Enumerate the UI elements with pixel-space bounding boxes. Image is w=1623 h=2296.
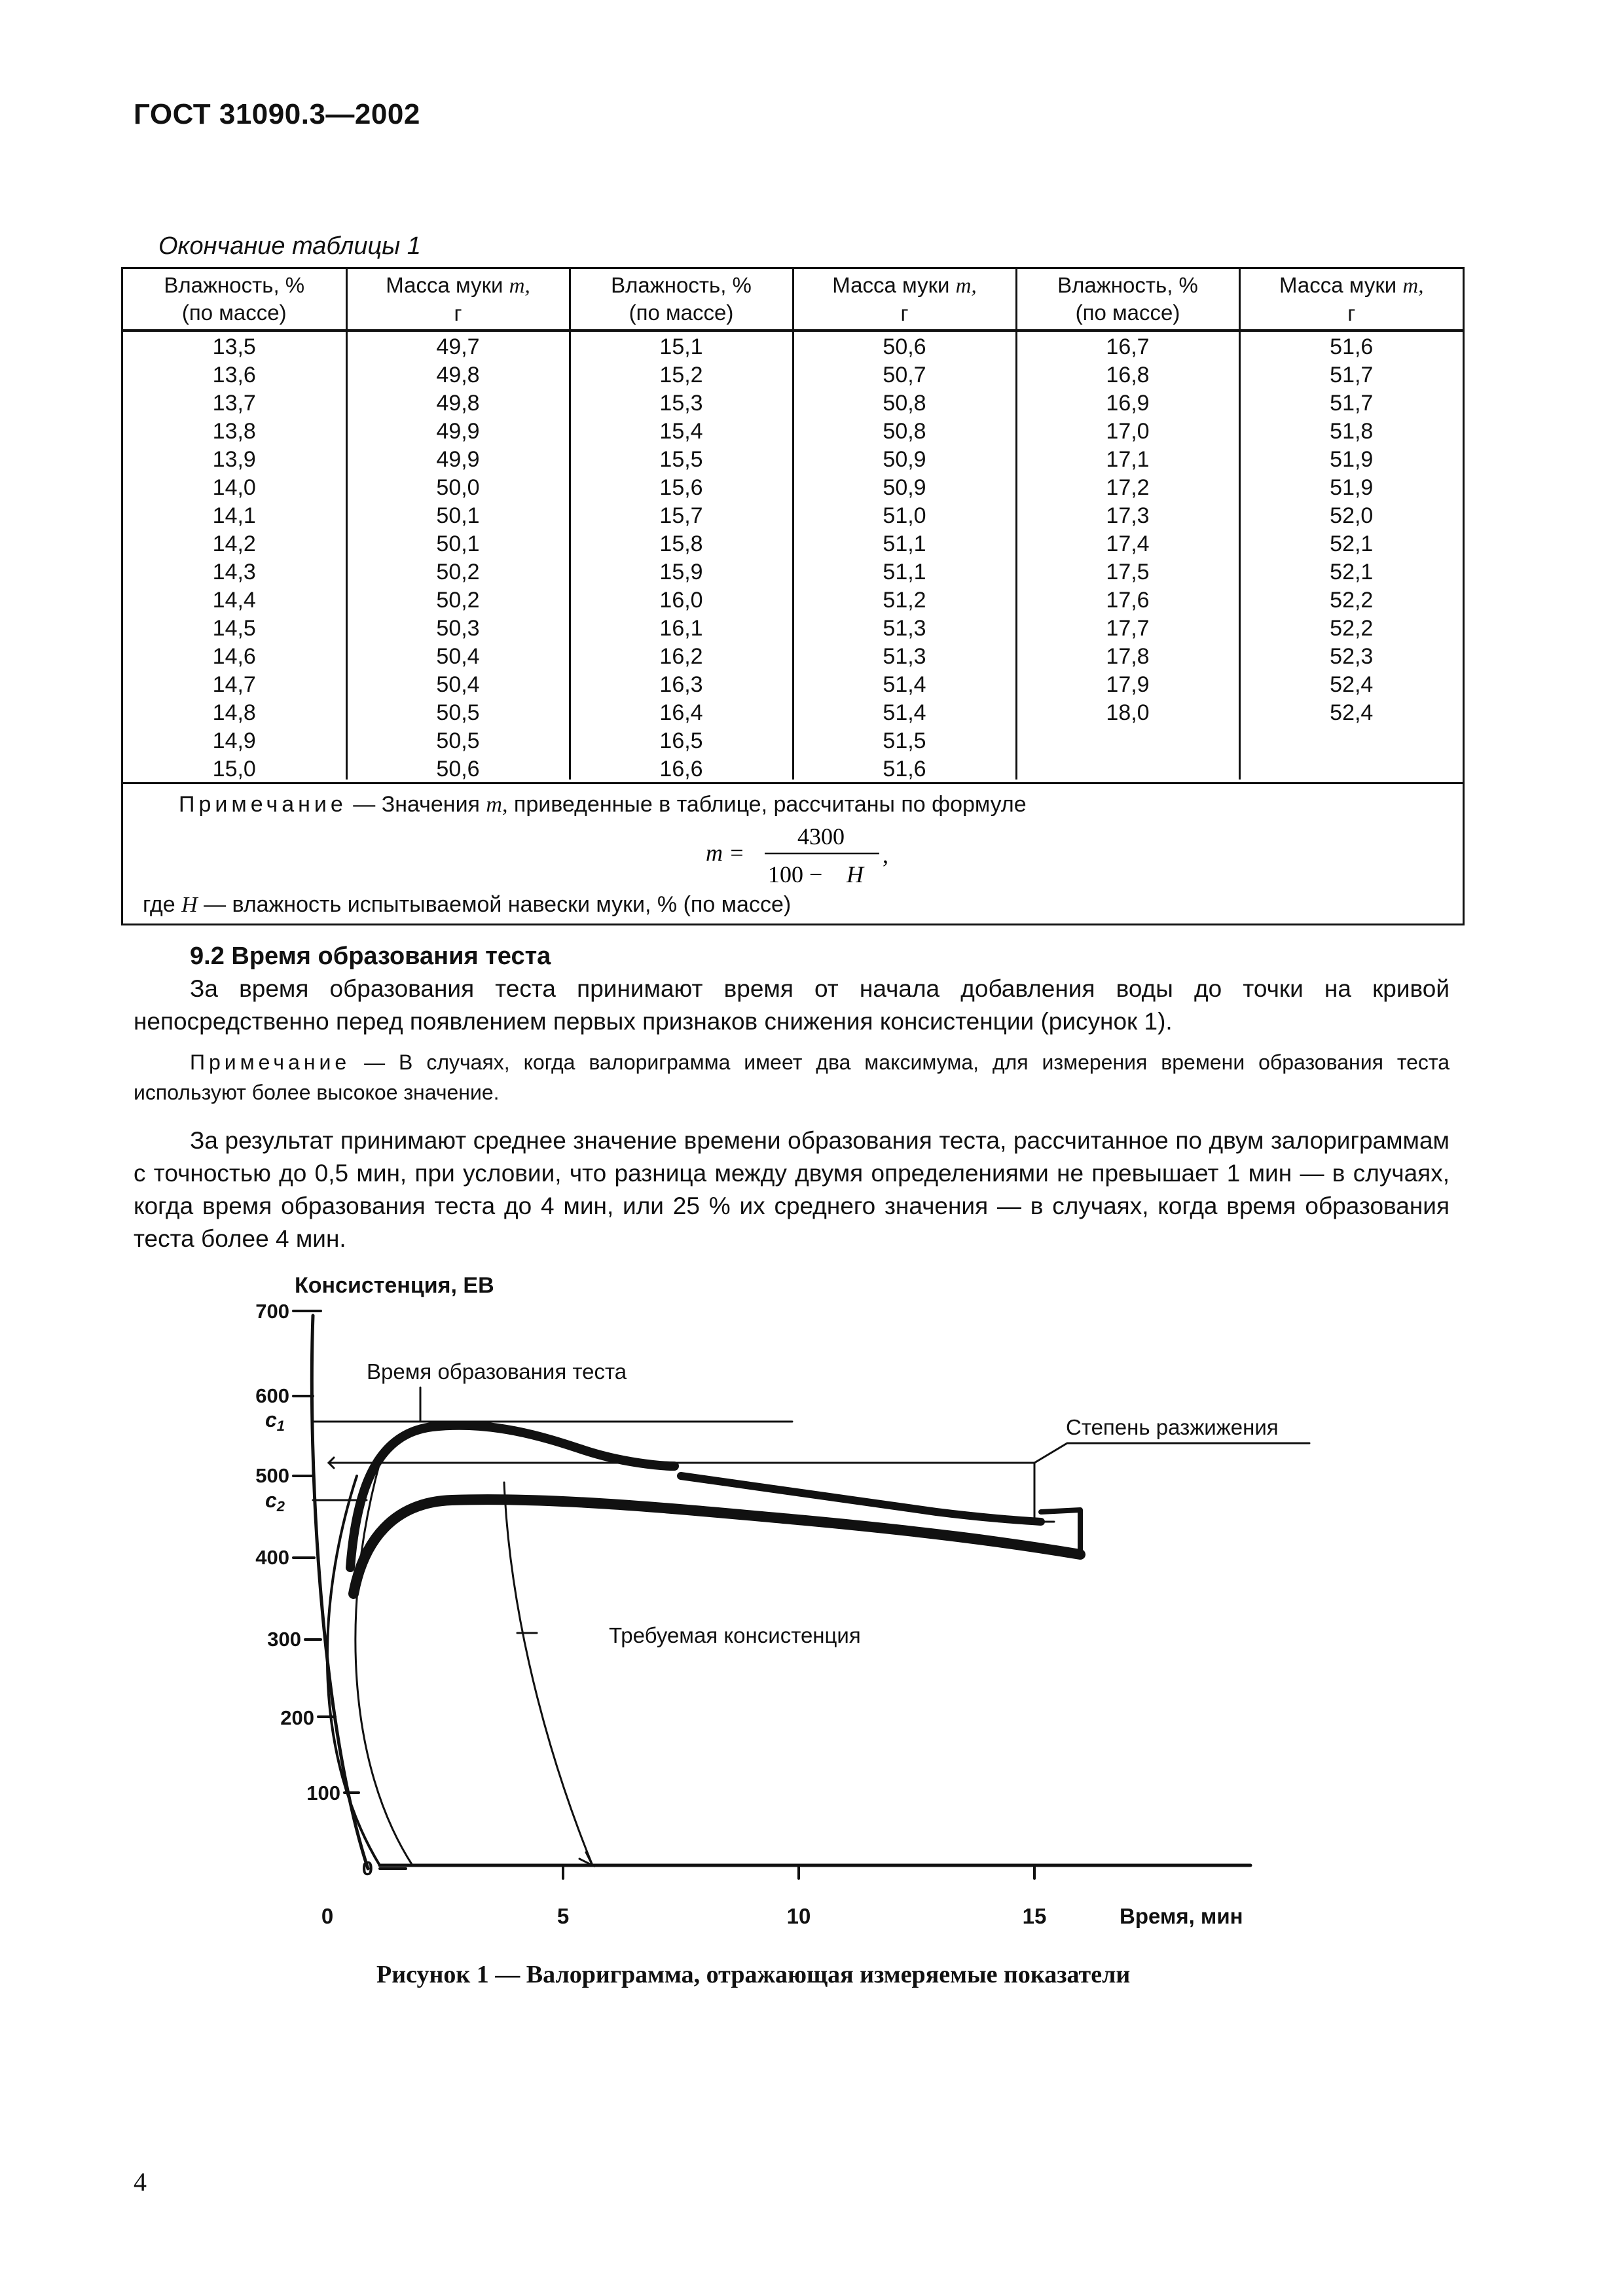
table-cell: 14,2 — [212, 531, 256, 556]
table-cell: 52,1 — [1330, 560, 1374, 584]
formula-numerator: 4300 — [797, 823, 845, 850]
table-cell: 50,3 — [436, 616, 480, 641]
header-mass-1 — [793, 269, 1016, 331]
header-moisture-1 — [570, 269, 793, 331]
note2-label: Примечание — [190, 1050, 351, 1074]
table-cell: 51,0 — [883, 503, 926, 528]
x-tick-0: 0 — [321, 1904, 334, 1928]
table-cell: 17,7 — [1106, 616, 1150, 641]
header-mass-label — [348, 272, 569, 300]
table-cell: 14,7 — [212, 672, 256, 697]
table-cell: 16,2 — [659, 644, 703, 669]
table-cell: 50,2 — [436, 588, 480, 613]
table-cell: 51,6 — [1330, 334, 1374, 359]
header-mass-var: m, — [509, 274, 530, 298]
table-cell: 51,7 — [1330, 363, 1374, 387]
table-cell: 15,1 — [659, 334, 703, 359]
table-cell: 52,2 — [1330, 616, 1374, 641]
header-mass-text: Масса муки — [386, 272, 503, 297]
header-mass-label — [1241, 272, 1463, 300]
table-cell: 16,4 — [659, 700, 703, 725]
table-cell: 49,8 — [436, 363, 480, 387]
c2-label — [265, 1488, 285, 1515]
table-cell: 51,1 — [883, 560, 926, 584]
table-cell: 13,6 — [212, 363, 256, 387]
table-cell: 16,0 — [659, 588, 703, 613]
table-cell: 15,2 — [659, 363, 703, 387]
table-cell: 51,1 — [883, 531, 926, 556]
x-axis-title: Время, мин — [1120, 1904, 1243, 1928]
required-consistency-curve-3 — [504, 1482, 593, 1865]
header-mass-unit: г — [900, 300, 909, 325]
header-moisture-label: Влажность, % — [611, 273, 752, 297]
formula-explanation — [143, 892, 791, 918]
x-tick-5: 5 — [556, 1904, 570, 1928]
header-moisture-sub: (по массе) — [629, 300, 734, 325]
column-moisture-2 — [1016, 331, 1239, 780]
table-cell: 50,4 — [436, 644, 480, 669]
table-cell: 51,2 — [883, 588, 926, 613]
table-cell: 51,6 — [883, 757, 926, 781]
table-cell: 17,2 — [1106, 475, 1150, 500]
table-cell: 51,8 — [1330, 419, 1374, 444]
table-cell: 50,1 — [436, 531, 480, 556]
table-cell: 50,8 — [883, 419, 926, 444]
table-cell: 52,4 — [1330, 700, 1374, 725]
c2-letter: c — [265, 1488, 277, 1512]
table-cell: 17,8 — [1106, 644, 1150, 669]
table-cell: 52,4 — [1330, 672, 1374, 697]
note-double-maximum — [134, 1047, 1450, 1107]
table-cell: 16,8 — [1106, 363, 1150, 387]
y-tick-300: 300 — [267, 1628, 301, 1651]
header-mass-var: m, — [1402, 274, 1424, 298]
table-cell: 51,9 — [1330, 447, 1374, 472]
table-grid — [123, 269, 1463, 780]
table-cell: 15,7 — [659, 503, 703, 528]
header-moisture-sub: (по массе) — [1075, 300, 1180, 325]
y-tick-0: 0 — [361, 1857, 373, 1880]
table-cell: 15,4 — [659, 419, 703, 444]
table-cell: 52,2 — [1330, 588, 1374, 613]
y-tick-200: 200 — [280, 1706, 314, 1729]
document-header: ГОСТ 31090.3—2002 — [134, 98, 420, 130]
y-tick-600: 600 — [255, 1384, 289, 1407]
table-cell: 51,4 — [883, 700, 926, 725]
table-cell: 13,7 — [212, 391, 256, 416]
table-cell: 49,9 — [436, 447, 480, 472]
page-number: 4 — [134, 2167, 147, 2197]
softening-leader-line — [1034, 1443, 1309, 1463]
table-cell: 50,7 — [883, 363, 926, 387]
table-note-text — [179, 792, 1027, 817]
table-cell: 16,6 — [659, 757, 703, 781]
table-cell: 49,8 — [436, 391, 480, 416]
x-tick-15: 15 — [1022, 1904, 1047, 1928]
header-moisture-sub: (по массе) — [181, 300, 287, 325]
label-required-consistency: Требуемая консистенция — [609, 1623, 861, 1647]
header-mass-2 — [1239, 269, 1463, 331]
y-tick-100: 100 — [306, 1782, 340, 1804]
column-mass-0 — [346, 331, 570, 780]
table-cell: 50,6 — [436, 757, 480, 781]
note-text: — Значения — [346, 792, 486, 817]
valorigram-svg — [216, 1266, 1329, 1947]
table-cell: 15,0 — [212, 757, 256, 781]
where-var: H — [181, 893, 198, 917]
table-cell: 15,6 — [659, 475, 703, 500]
column-mass-1 — [793, 331, 1016, 780]
header-moisture-label: Влажность, % — [1057, 273, 1198, 297]
table-cell: 50,5 — [436, 728, 480, 753]
table-cell: 17,6 — [1106, 588, 1150, 613]
table-cell: 52,3 — [1330, 644, 1374, 669]
paragraph-result: За результат принимают среднее значение времени образования теста, рассчитанное по двум залориграммам с точностью до 0,5 мин, при условии, что разница между двумя определениями не превышает 1 мин — в случаях, когда время образования теста до 4 мин, или 25 % их среднего значения — в случаях, когда время образования теста более 4 мин. — [134, 1127, 1450, 1252]
header-mass-label — [794, 272, 1015, 300]
paragraph-dev-time: За время образования теста принимают время от начала добавления воды до точки на кривой непосредственно перед появлением первых признаков снижения консистенции (рисунок 1). — [134, 975, 1450, 1035]
header-mass-text: Масса муки — [832, 272, 950, 297]
table-note — [123, 782, 1463, 925]
table-cell: 16,1 — [659, 616, 703, 641]
column-moisture-1 — [570, 331, 793, 780]
table-cell: 15,8 — [659, 531, 703, 556]
note-label: Примечание — [179, 792, 347, 817]
table-cell: 50,4 — [436, 672, 480, 697]
table-caption: Окончание таблицы 1 — [158, 232, 421, 260]
column-moisture-0 — [123, 331, 346, 780]
table-cell: 49,7 — [436, 334, 480, 359]
table-cell: 50,5 — [436, 700, 480, 725]
table-cell: 51,7 — [1330, 391, 1374, 416]
header-moisture-0 — [123, 269, 346, 331]
table-cell: 50,6 — [883, 334, 926, 359]
table-cell: 50,9 — [883, 475, 926, 500]
header-mass-0 — [346, 269, 570, 331]
header-mass-unit: г — [1347, 300, 1356, 325]
c1-letter: c — [265, 1408, 277, 1431]
table-cell: 50,2 — [436, 560, 480, 584]
formula-comma: , — [883, 842, 888, 868]
table-cell: 14,1 — [212, 503, 256, 528]
table-cell: 15,3 — [659, 391, 703, 416]
table-cell: 17,0 — [1106, 419, 1150, 444]
table-cell: 14,8 — [212, 700, 256, 725]
y-tick-700: 700 — [255, 1300, 289, 1323]
table-cell: 49,9 — [436, 419, 480, 444]
table-body-row — [123, 331, 1463, 780]
table-cell: 13,8 — [212, 419, 256, 444]
header-moisture-label: Влажность, % — [164, 273, 305, 297]
note2-text: — В случаях, когда валориграмма имеет два максимума, для измерения времени образования теста используют более высокое значение. — [134, 1050, 1450, 1104]
table-cell: 17,9 — [1106, 672, 1150, 697]
y-tick-500: 500 — [255, 1464, 289, 1487]
header-mass-unit: г — [454, 300, 462, 325]
header-mass-text: Масса муки — [1279, 272, 1397, 297]
header-moisture-2 — [1016, 269, 1239, 331]
y-axis-title: Консистенция, ЕВ — [295, 1273, 494, 1298]
table-cell: 14,3 — [212, 560, 256, 584]
table-cell: 14,9 — [212, 728, 256, 753]
table-cell: 52,0 — [1330, 503, 1374, 528]
table-cell: 51,4 — [883, 672, 926, 697]
label-dev-time: Время образования теста — [367, 1359, 627, 1384]
table-cell: 52,1 — [1330, 531, 1374, 556]
c1-label — [265, 1408, 285, 1434]
table-cell: 14,6 — [212, 644, 256, 669]
c1-sub: 1 — [276, 1418, 285, 1434]
table-cell: 50,9 — [883, 447, 926, 472]
table-cell: 14,4 — [212, 588, 256, 613]
where-text-2: — влажность испытываемой навески муки, % (по массе) — [197, 892, 792, 917]
table-cell: 13,5 — [212, 334, 256, 359]
table-cell: 15,5 — [659, 447, 703, 472]
table-cell: 50,1 — [436, 503, 480, 528]
formula-lhs: m = — [706, 840, 745, 866]
note-var: m, — [486, 793, 508, 817]
where-text: где — [143, 892, 182, 917]
figure-caption: Рисунок 1 — Валориграмма, отражающая измеряемые показатели — [376, 1961, 1131, 1988]
table-cell: 16,5 — [659, 728, 703, 753]
mass-formula — [706, 823, 896, 895]
table-cell: 17,3 — [1106, 503, 1150, 528]
table-header-row — [123, 269, 1463, 331]
moisture-mass-table — [121, 267, 1465, 925]
table-cell: 51,9 — [1330, 475, 1374, 500]
y-tick-400: 400 — [255, 1546, 289, 1569]
table-cell: 15,9 — [659, 560, 703, 584]
table-cell: 51,5 — [883, 728, 926, 753]
table-cell: 51,3 — [883, 644, 926, 669]
table-cell: 13,9 — [212, 447, 256, 472]
label-softening: Степень разжижения — [1066, 1415, 1279, 1439]
table-cell: 16,3 — [659, 672, 703, 697]
x-tick-10: 10 — [786, 1904, 811, 1928]
table-cell: 17,4 — [1106, 531, 1150, 556]
table-cell: 14,0 — [212, 475, 256, 500]
table-cell: 50,8 — [883, 391, 926, 416]
formula-denominator-a: 100 − — [768, 861, 823, 888]
table-cell: 14,5 — [212, 616, 256, 641]
formula-svg — [706, 823, 896, 889]
header-mass-var: m, — [955, 274, 977, 298]
table-cell: 18,0 — [1106, 700, 1150, 725]
table-cell: 16,7 — [1106, 334, 1150, 359]
table-cell: 50,0 — [436, 475, 480, 500]
note-text-2: приведенные в таблице, рассчитаны по формуле — [507, 792, 1027, 817]
table-cell: 17,1 — [1106, 447, 1150, 472]
table-cell: 17,5 — [1106, 560, 1150, 584]
c2-sub: 2 — [276, 1498, 285, 1515]
formula-denominator-b: H — [847, 861, 864, 888]
column-mass-2 — [1239, 331, 1463, 780]
section-heading: 9.2 Время образования теста — [190, 942, 551, 970]
table-cell: 51,3 — [883, 616, 926, 641]
table-cell: 16,9 — [1106, 391, 1150, 416]
valorigram-figure — [216, 1266, 1329, 1950]
